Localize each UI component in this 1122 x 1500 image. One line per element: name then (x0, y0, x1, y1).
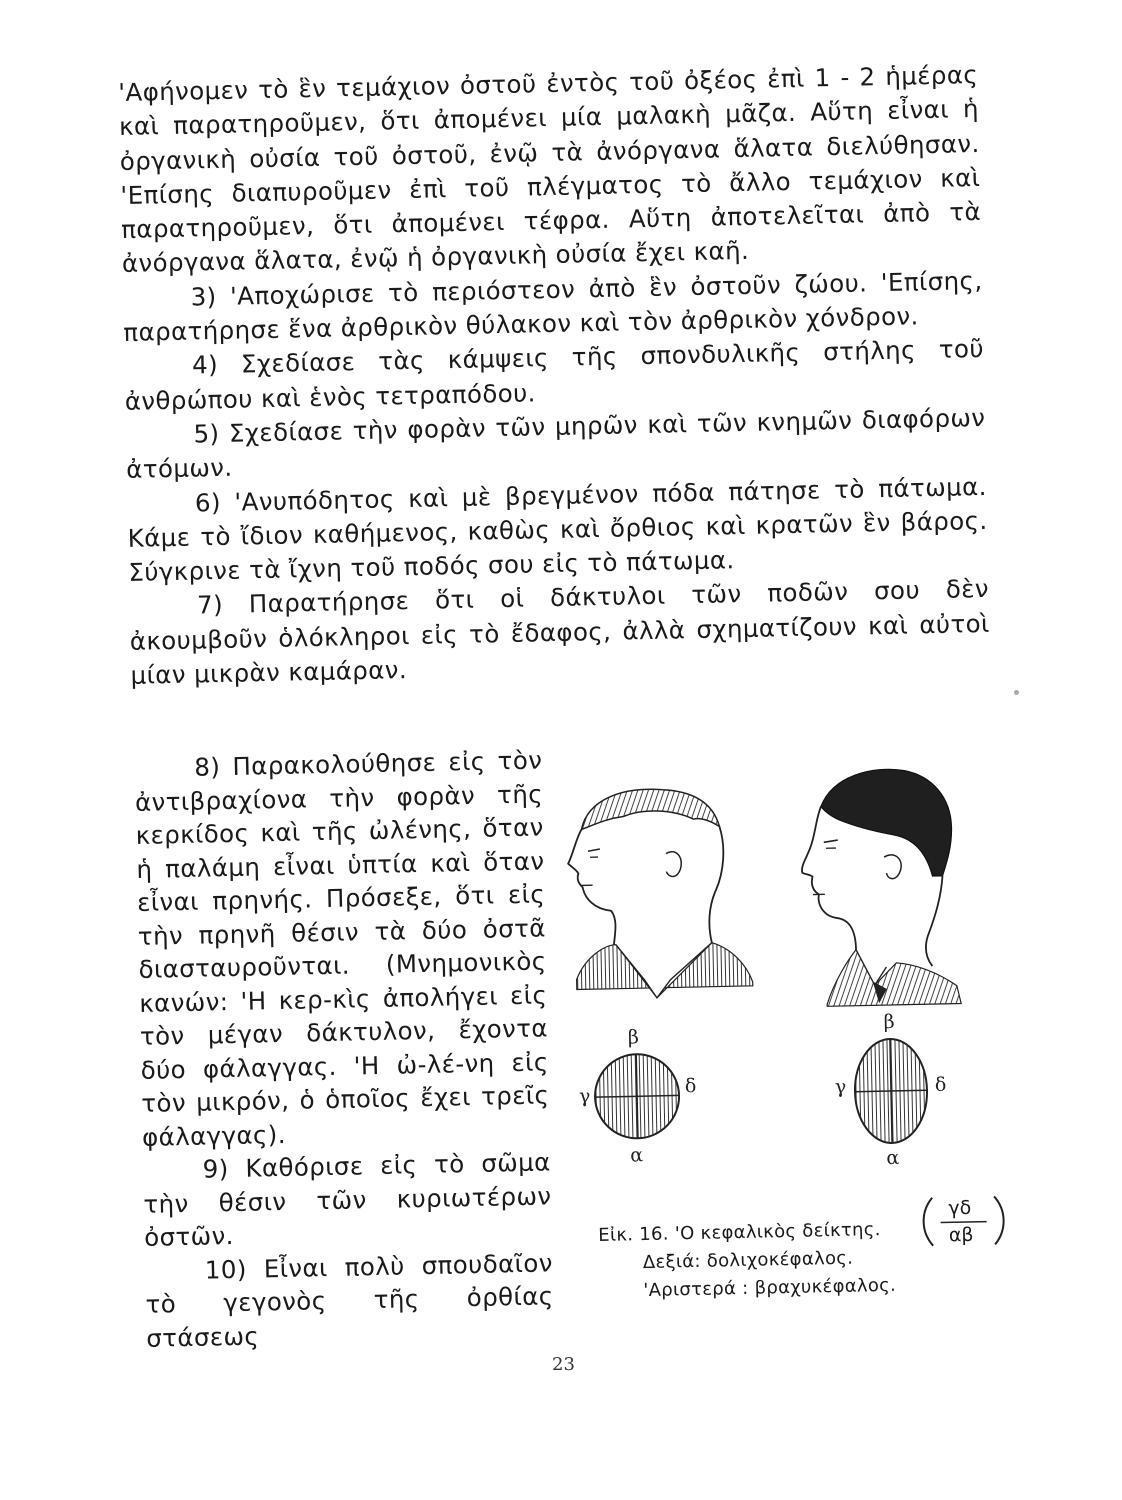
dolichocephalic-head-drawing (800, 768, 961, 1007)
caption-left-description: 'Αριστερά : βραχυκέφαλος. (643, 1274, 897, 1302)
brachycephalic-skull-outline (594, 1053, 680, 1139)
full-width-text (118, 58, 991, 693)
right-skull-label-left: γ (834, 1075, 847, 1099)
right-skull-label-right: δ (934, 1073, 947, 1097)
paragraph-intro: 'Αφήνομεν τὸ ἓν τεμάχιον ὀστοῦ ἐντὸς τοῦ ὀξέος ἐπὶ 1 - 2 ἡμέρας καὶ παρατηροῦμεν, ὅτι ἀπομένει μία μαλακὴ μᾶζα. Αὕτη εἶναι ἡ ὀργανικὴ οὐσία τοῦ ὀστοῦ, ἐνῷ τὰ ἀνόργανα ἅλατα διελύθησαν. 'Επίσης διαπυροῦμεν ἐπὶ τοῦ πλέγματος τὸ ἄλλο τεμάχιον καὶ παρατηροῦμεν, ὅτι ἀπομένει τέφρα. Αὕτη ἀποτελεῖται ἀπὸ τὰ ἀνόργανα ἅλατα, ἐνῷ ἡ ὀργανικὴ οὐσία ἔχει καῆ. (118, 59, 982, 279)
left-skull-label-top: β (627, 1026, 640, 1049)
paragraph-3: 3) 'Αποχώρισε τὸ περιόστεον ἀπὸ ἓν ὀστοῦν ζώου. 'Επίσης, παρατήρησε ἕνα ἀρθρικὸν θύλακον καὶ τὸν ἀρθρικὸν χόνδρον. (123, 265, 983, 348)
left-column-text (134, 743, 555, 1354)
paragraph-9: 9) Καθόρισε εἰς τὸ σῶμα τὴν θέσιν τῶν κυριωτέρων ὀστῶν. (143, 1147, 552, 1252)
paragraph-6: 6) 'Ανυπόδητος καὶ μὲ βρεγμένον πόδα πάτησε τὸ πάτωμα. Κάμε τὸ ἴδιον καθήμενος, καθὼς καὶ ὄρθιος καὶ κρατῶν ἓν βάρος. Σύγκρινε τὰ ἴχνη τοῦ ποδός σου εἰς τὸ πάτωμα. (127, 471, 988, 588)
dolichocephalic-skull-outline (854, 1038, 928, 1143)
formula-denominator: αβ (948, 1223, 974, 1247)
page-number: 23 (552, 1354, 575, 1375)
figure-illustration (552, 750, 1021, 1180)
right-skull-label-top: β (883, 1010, 895, 1034)
right-skull-label-bottom: α (886, 1146, 900, 1170)
paragraph-4: 4) Σχεδίασε τὰς κάμψεις τῆς σπονδυλικῆς στήλης τοῦ ἀνθρώπου καὶ ἑνὸς τετραπόδου. (124, 334, 985, 416)
figure-16 (552, 750, 1021, 1180)
paragraph-5: 5) Σχεδίασε τὴν φορὰν τῶν μηρῶν καὶ τῶν κνημῶν διαφόρων ἀτόμων. (125, 402, 986, 485)
left-skull-label-left: γ (578, 1085, 591, 1108)
caption-right-description: Δεξιά: δολιχοκέφαλος. (642, 1247, 854, 1274)
left-skull-label-right: δ (684, 1075, 697, 1098)
caption-title: Εἰκ. 16. 'Ο κεφαλικὸς δείκτης. (598, 1219, 881, 1246)
paragraph-8: 8) Παρακολούθησε εἰς τὸν ἀντιβραχίονα τὴν φορὰν τῆς κερκίδος καὶ τῆς ὠλένης, ὅταν ἡ παλάμη εἶναι ὑπτία καὶ ὅταν εἶναι πρηνής. Πρόσεξε, ὅτι εἰς τὴν πρηνῆ θέσιν τὰ δύο ὀστᾶ διασταυροῦνται. (Μνημονικὸς κανών: 'Η κερ-κὶς ἀπολήγει εἰς τὸν μέγαν δάκτυλον, ἔχοντα δύο φάλαγγας. 'Η ὠ-λέ-νη εἰς τὸν μικρόν, ὁ ὁποῖος ἔχει τρεῖς φάλαγγας). (134, 745, 550, 1152)
cephalic-index-formula (918, 1190, 1009, 1252)
paragraph-10: 10) Εἶναι πολὺ σπουδαῖον τὸ γεγονὸς τῆς ὀρθίας στάσεως (145, 1247, 554, 1353)
scan-speck (1014, 690, 1019, 695)
formula-numerator: γδ (948, 1196, 972, 1220)
paragraph-7: 7) Παρατήρησε ὅτι οἱ δάκτυλοι τῶν ποδῶν σου δὲν ἀκουμβοῦν ὁλόκληροι εἰς τὸ ἔδαφος, ἀλλὰ σχηματίζουν καὶ αὐτοὶ μίαν μικρὰν καμάραν. (129, 574, 990, 690)
left-skull-label-bottom: α (630, 1144, 644, 1167)
brachycephalic-head-drawing (567, 787, 753, 1000)
